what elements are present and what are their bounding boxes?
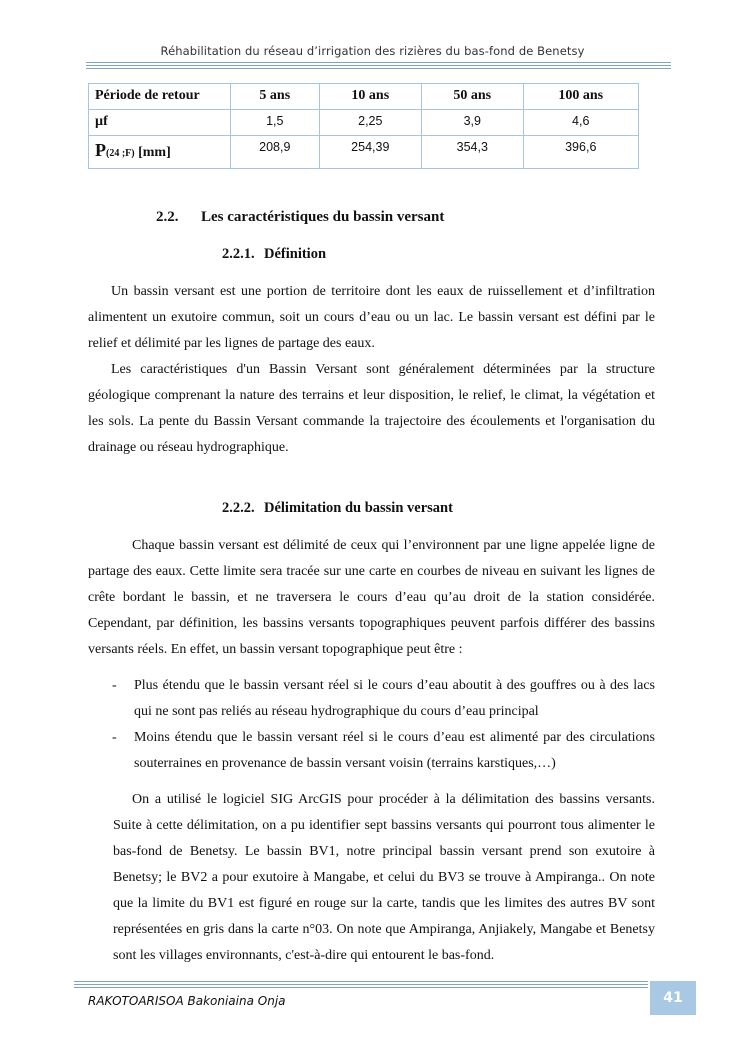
list-item-text: Plus étendu que le bassin versant réel si le cours d’eau aboutit à des gouffres ou à des lacs qui ne sont pas reliés au réseau hydrographique du cours d’eau principal <box>134 678 655 719</box>
footer-rule <box>74 987 648 988</box>
header-rule <box>86 65 671 66</box>
paragraph-definition-1: Un bassin versant est une portion de territoire dont les eaux de ruissellement et d’infiltration alimentent un exutoire commun, soit un cours d’eau ou un lac. Le bassin versant est défini par le relief et délimité par les lignes de partage des eaux. <box>88 284 655 351</box>
row-label-p <box>89 136 231 169</box>
table-cell: 254,39 <box>319 136 421 169</box>
table-header-cell: 5 ans <box>231 84 320 110</box>
page-number-badge: 41 <box>650 981 696 1015</box>
section-title: Les caractéristiques du bassin versant <box>201 209 445 225</box>
table-header-cell: Période de retour <box>89 84 231 110</box>
header-rule <box>86 68 671 69</box>
table-cell: 2,25 <box>319 110 421 136</box>
p-subscript: (24 ;F) <box>106 148 135 159</box>
table-header-row <box>89 84 639 110</box>
footer-rule <box>74 981 648 982</box>
table-header-cell: 10 ans <box>319 84 421 110</box>
section-title: Définition <box>264 246 327 262</box>
table-cell: 396,6 <box>523 136 639 169</box>
paragraph-definition-2: Les caractéristiques d'un Bassin Versant sont généralement déterminées par la structure géologique comprenant la nature des terrains et leur disposition, le relief, le climat, la végétation et les sols. La pente du Bassin Versant commande la trajectoire des écoulements et l'organisation du drainage ou réseau hydrographique. <box>88 362 655 455</box>
table-row <box>89 110 639 136</box>
section-heading-2-2-1 <box>222 246 326 263</box>
section-number: 2.2. <box>156 209 179 225</box>
bullet-list <box>88 673 655 777</box>
paragraph-delimitation-2: On a utilisé le logiciel SIG ArcGIS pour procéder à la délimitation des bassins versants. Suite à cette délimitation, on a pu identifier sept bassins versants qui pourront tous alimenter le bas-fond de Benetsy. Le bassin BV1, notre principal bassin versant prend son exutoire à Benetsy; le BV2 a pour exutoire à Mangabe, et celui du BV3 se trouve à Ampiranga.. On note que la limite du BV1 est figuré en rouge sur la carte, tandis que les limites des autres BV sont représentées en gris dans la carte n°03. On note que Ampiranga, Anjiakely, Mangabe et Benetsy sont les villages environnants, c'est-à-dire qui entourent le bas-fond. <box>113 792 655 963</box>
header-rule <box>86 62 671 63</box>
section-title: Délimitation du bassin versant <box>264 500 453 516</box>
table-cell: 208,9 <box>231 136 320 169</box>
table-cell: 3,9 <box>422 110 523 136</box>
table-cell: 354,3 <box>422 136 523 169</box>
list-item <box>88 673 655 725</box>
section-heading-2-2-2 <box>222 500 453 517</box>
table-header-cell: 100 ans <box>523 84 639 110</box>
row-label-mu: µf <box>89 110 231 136</box>
p-unit: [mm] <box>134 145 171 160</box>
section-number: 2.2.2. <box>222 500 255 516</box>
table-header-cell: 50 ans <box>422 84 523 110</box>
table-row <box>89 136 639 169</box>
section-heading-2-2 <box>156 209 444 226</box>
return-period-table <box>88 83 639 169</box>
footer-rule <box>74 984 648 985</box>
p-symbol: P <box>95 140 106 160</box>
bullet-dash: - <box>112 678 117 693</box>
list-item <box>88 725 655 777</box>
table-cell: 4,6 <box>523 110 639 136</box>
footer-author: RAKOTOARISOA Bakoniaina Onja <box>88 994 286 1008</box>
running-header: Réhabilitation du réseau d’irrigation des rizières du bas-fond de Benetsy <box>160 44 585 58</box>
section-number: 2.2.1. <box>222 246 255 262</box>
paragraph-delimitation-1: Chaque bassin versant est délimité de ceux qui l’environnent par une ligne appelée ligne de partage des eaux. Cette limite sera tracée sur une carte en courbes de niveau en suivant les lignes de crête bordant le bassin, et ne traversera le cours d’eau qu’au droit de la station considérée. Cependant, par définition, les bassins versants topographiques peuvent parfois différer des bassins versants réels. En effet, un bassin versant topographique peut être : <box>88 538 655 657</box>
table-cell: 1,5 <box>231 110 320 136</box>
bullet-dash: - <box>112 730 117 745</box>
list-item-text: Moins étendu que le bassin versant réel si le cours d’eau est alimenté par des circulations souterraines en provenance de bassin versant voisin (terrains karstiques,…) <box>134 730 655 771</box>
